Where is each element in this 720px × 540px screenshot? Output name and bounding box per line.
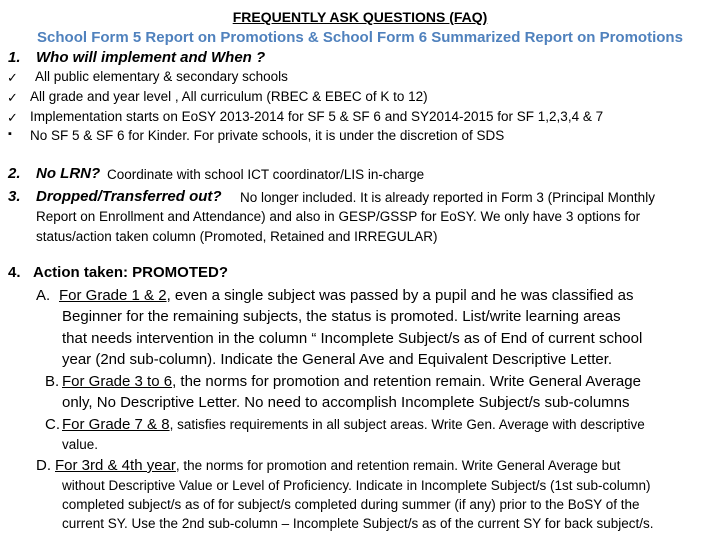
q1-bullet-2: All grade and year level , All curriculum (RBEC & EBEC of K to 12) [30,89,428,104]
item-d-line-2: without Descriptive Value or Level of Proficiency. Indicate in Incomplete Subject/s (1st sub-column) [62,478,651,493]
item-d-line-4: current SY. Use the 2nd sub-column – Incomplete Subject/s as of the current SY for back subject/s. [62,516,654,531]
item-a-first-line [59,287,634,304]
item-c-grade: For Grade 7 & 8 [62,416,170,433]
q1-heading: Who will implement and When ? [36,49,266,66]
check-icon: ✓ [7,90,18,105]
q3-number: 3. [8,188,21,205]
check-icon: ✓ [7,70,18,85]
q1-number: 1. [8,49,21,66]
item-a-line-3: that needs intervention in the column “ Incomplete Subject/s as of End of current school [62,330,643,347]
q4-number: 4. [8,264,21,281]
q2-heading: No LRN? [36,165,101,182]
item-b-first-line [62,373,641,390]
item-b-grade: For Grade 3 to 6 [62,373,173,390]
item-c-letter: C. [45,416,60,433]
item-c-line-1: , satisfies requirements in all subject areas. Write Gen. Average with descriptive [169,417,645,432]
item-b-line-2: only, No Descriptive Letter. No need to accomplish Incomplete Subject/s sub-columns [62,394,630,411]
item-d-grade: For 3rd & 4th year [55,457,176,474]
item-a-line-2: Beginner for the remaining subjects, the status is promoted. List/write learning areas [62,308,621,325]
item-b-line-1: , the norms for promotion and retention remain. Write General Average [172,373,641,390]
item-d-line-3: completed subject/s as of for subject/s completed during summer (if any) prior to the BoSY of the [62,497,640,512]
q2-answer: Coordinate with school ICT coordinator/LIS in-charge [107,167,425,182]
item-d-first-line [55,457,620,475]
item-d-letter: D. [36,457,51,474]
q3-answer-line-1: No longer included. It is already reported in Form 3 (Principal Monthly [240,190,655,205]
item-c-line-2: value. [62,437,99,452]
q1-bullet-4: No SF 5 & SF 6 for Kinder. For private schools, it is under the discretion of SDS [30,128,505,143]
square-bullet-icon: ▪ [8,128,12,140]
q4-heading: Action taken: PROMOTED? [33,264,229,281]
q3-heading: Dropped/Transferred out? [36,188,222,205]
page-title: FREQUENTLY ASK QUESTIONS (FAQ) [232,9,488,25]
q3-answer-line-3: status/action taken column (Promoted, Retained and IRREGULAR) [36,229,438,244]
q2-number: 2. [8,165,21,182]
q1-bullet-1: All public elementary & secondary schools [35,69,288,84]
item-a-line-1: , even a single subject was passed by a pupil and he was classified as [166,287,634,304]
item-a-letter: A. [36,287,51,304]
item-d-line-1: , the norms for promotion and retention remain. Write General Average but [175,458,621,473]
page-subtitle: School Form 5 Report on Promotions & School Form 6 Summarized Report on Promotions [37,29,683,46]
q1-bullet-3: Implementation starts on EoSY 2013-2014 for SF 5 & SF 6 and SY2014-2015 for SF 1,2,3,4 & 7 [30,109,604,124]
item-a-grade: For Grade 1 & 2 [59,287,167,304]
item-a-line-4: year (2nd sub-column). Indicate the General Ave and Equivalent Descriptive Letter. [62,351,613,368]
item-b-letter: B. [45,373,60,390]
check-icon: ✓ [7,110,18,125]
q3-answer-line-2: Report on Enrollment and Attendance) and also in GESP/GSSP for EoSY. We only have 3 options for [36,209,641,224]
item-c-first-line [62,416,645,434]
